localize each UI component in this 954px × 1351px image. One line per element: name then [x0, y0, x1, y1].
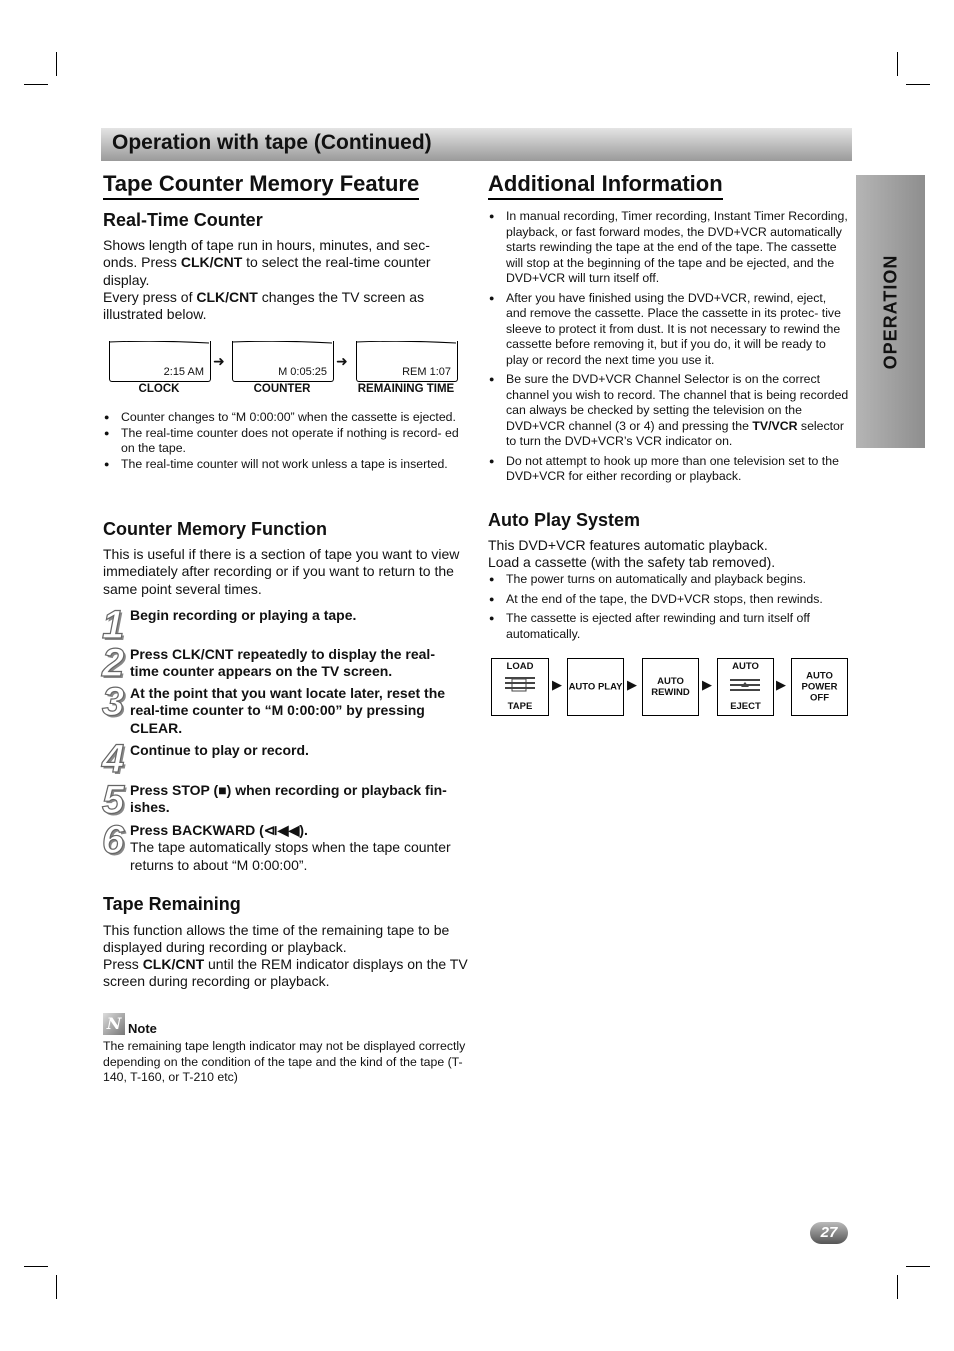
arrow-right-icon: ➜ — [213, 353, 225, 369]
screen-label-clock: CLOCK — [138, 383, 180, 395]
note-label: Note — [128, 1021, 157, 1036]
crop-mark — [906, 1266, 930, 1267]
memory-heading: Counter Memory Function — [103, 519, 327, 539]
cassette-icon — [504, 675, 536, 695]
list-item: ● The power turns on automatically and playback begins. — [488, 572, 848, 588]
flow-auto-play — [567, 658, 624, 716]
side-tab — [856, 175, 925, 448]
eject-icon — [729, 677, 761, 695]
screen-top-curve — [356, 341, 456, 349]
list-item: ● The cassette is ejected after rewinding and turn itself off automatically. — [488, 611, 848, 642]
step-number-3: 3 — [102, 680, 125, 724]
crop-mark — [897, 1275, 898, 1299]
list-item: ● In manual recording, Timer recording, Instant Timer Recording, playback, or fast forward modes, the DVD+VCR automatically starts rewinding the tape at the end of the tape. The cassette will stop at the beginning of the tape and be ejected, and the DVD+VCR will turn itself off. — [488, 209, 850, 287]
step-3-text: At the point that you want locate later, reset the real-time counter to “M 0:00:00” by pressing CLEAR. — [130, 685, 446, 736]
step-1-text: Begin recording or playing a tape. — [130, 607, 357, 623]
crop-mark — [906, 84, 930, 85]
banner-title: Operation with tape (Continued) — [112, 131, 432, 154]
screen-label-remaining: REMAINING TIME — [357, 383, 455, 395]
page-number: 27 — [810, 1222, 848, 1244]
flow-label: AUTO PLAY — [568, 681, 623, 693]
note-text: The remaining tape length indicator may not be displayed correctly depending on the condition of the tape and the kind of the tape (T-140, T-160, or T-210 etc) — [103, 1039, 466, 1085]
step-4-text: Continue to play or record. — [130, 742, 309, 758]
autoplay-heading: Auto Play System — [488, 510, 641, 530]
screen-value: 2:15 AM — [163, 366, 204, 378]
list-item: ● Be sure the DVD+VCR Channel Selector is on the correct channel you wish to record. The channel that is being recorded can always be checked by setting the television on the DVD+VCR channel (3 or 4) and pressing the TV/VCR selector to turn the DVD+VCR’s VCR indicator on. — [488, 372, 850, 450]
screen-top-curve — [232, 341, 332, 349]
list-item: ● Counter changes to “M 0:00:00” when the cassette is ejected. — [103, 410, 463, 426]
crop-mark — [897, 52, 898, 76]
screen-value: M 0:05:25 — [278, 366, 327, 378]
crop-mark — [56, 52, 57, 76]
arrow-right-icon: ➜ — [336, 353, 348, 369]
step-number-6: 6 — [102, 818, 125, 862]
note-icon: N — [103, 1013, 125, 1035]
remaining-paragraph-1: This function allows the time of the remaining tape to be displayed during recording or playback. — [103, 922, 450, 956]
list-item: ● Do not attempt to hook up more than one television set to the DVD+VCR for either recording or playback. — [488, 454, 850, 485]
additional-info-list — [488, 209, 850, 485]
step-5-text: Press STOP (■) when recording or playback fin- ishes. — [130, 782, 447, 816]
screen-label-counter: COUNTER — [253, 383, 311, 395]
list-item: ● The real-time counter will not work unless a tape is inserted. — [103, 457, 463, 473]
flow-label: AUTO REWIND — [651, 676, 690, 698]
autoplay-intro: This DVD+VCR features automatic playback. Load a cassette (with the safety tab removed). — [488, 537, 776, 571]
screen-value: REM 1:07 — [402, 366, 451, 378]
flow-bottom-label: TAPE — [507, 701, 533, 712]
step-2-text: Press CLK/CNT repeatedly to display the real- time counter appears on the TV screen. — [130, 646, 435, 680]
flow-auto-eject — [717, 658, 774, 716]
play-arrow-icon: ▶ — [627, 677, 637, 692]
flow-bottom-label: EJECT — [730, 701, 761, 712]
flow-load-tape — [491, 658, 549, 716]
remaining-paragraph-2: Press CLK/CNT until the REM indicator displays on the TV screen during recording or playback. — [103, 956, 468, 990]
flow-auto-rewind — [642, 658, 699, 716]
crop-mark — [24, 1266, 48, 1267]
flow-top-label: AUTO — [732, 661, 759, 672]
play-arrow-icon: ▶ — [552, 677, 562, 692]
crop-mark — [24, 84, 48, 85]
tv-screen-counter — [232, 341, 334, 382]
flow-auto-power-off — [791, 658, 848, 716]
realtime-paragraph-1: Shows length of tape run in hours, minutes, and sec- onds. Press CLK/CNT to select the real-time counter display. — [103, 237, 431, 288]
tv-screen-remaining — [356, 341, 458, 382]
step-number-4: 4 — [102, 737, 125, 781]
play-arrow-icon: ▶ — [776, 677, 786, 692]
step-number-5: 5 — [102, 778, 125, 822]
list-item: ● After you have finished using the DVD+VCR, rewind, eject, and remove the cassette. Place the cassette in its protec- tive sleeve to protect it from dust. It is not necessary to rewind the cassette before removing it, but if you do, it will be ready to play or record the next time you use it. — [488, 291, 850, 369]
section-banner — [101, 128, 852, 161]
tape-counter-title: Tape Counter Memory Feature — [103, 171, 419, 200]
side-tab-label: OPERATION — [880, 254, 900, 369]
flow-label: AUTO POWER OFF — [801, 670, 838, 704]
additional-info-title: Additional Information — [488, 171, 723, 200]
realtime-heading: Real-Time Counter — [103, 210, 263, 230]
step-number-1: 1 — [102, 603, 125, 647]
play-arrow-icon: ▶ — [702, 677, 712, 692]
step-number-2: 2 — [102, 641, 125, 685]
realtime-paragraph-2: Every press of CLK/CNT changes the TV screen as illustrated below. — [103, 289, 425, 323]
realtime-notes-list — [103, 410, 463, 472]
list-item: ● The real-time counter does not operate if nothing is record- ed on the tape. — [103, 426, 463, 457]
screen-top-curve — [109, 341, 209, 349]
tv-screen-clock — [109, 341, 211, 382]
crop-mark — [56, 1275, 57, 1299]
remaining-heading: Tape Remaining — [103, 894, 241, 914]
memory-intro: This is useful if there is a section of tape you want to view immediately after recording or if you want to return to the same point several times. — [103, 546, 460, 597]
flow-top-label: LOAD — [506, 661, 534, 672]
step-6-text: Press BACKWARD (⧏◀◀). The tape automatically stops when the tape counter returns to about “M 0:00:00”. — [130, 822, 451, 873]
autoplay-list — [488, 572, 848, 642]
list-item: ● At the end of the tape, the DVD+VCR stops, then rewinds. — [488, 592, 848, 608]
